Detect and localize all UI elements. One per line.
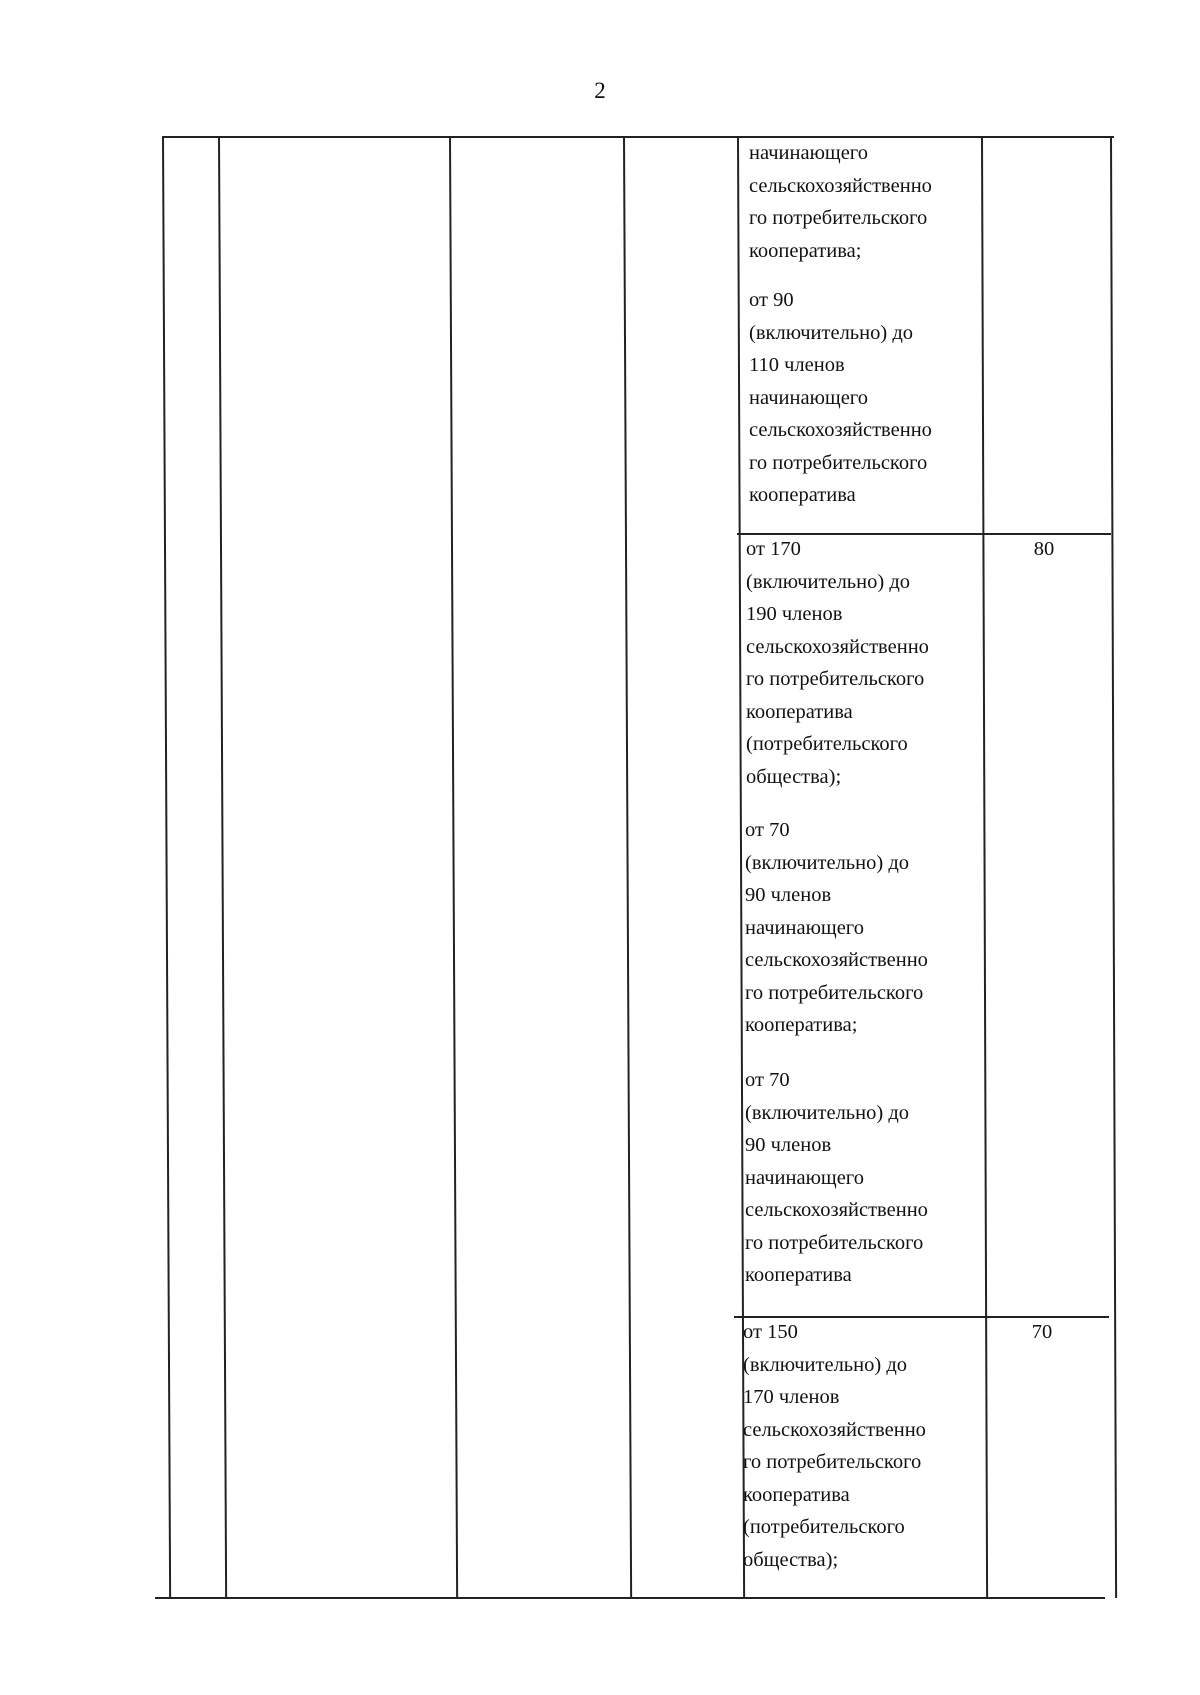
column-border-1 bbox=[162, 136, 171, 1598]
row-1-criterion-2: от 90 (включительно) до 110 членов начинающего сельскохозяйственно го потребительского кооператива bbox=[749, 289, 932, 506]
column-border-2 bbox=[218, 136, 227, 1598]
page-number: 2 bbox=[594, 78, 606, 103]
table-top-border bbox=[162, 136, 1114, 138]
column-border-4 bbox=[623, 136, 632, 1598]
row-3-value: 70 bbox=[1031, 1321, 1053, 1343]
row-2-value: 80 bbox=[1033, 538, 1055, 560]
column-border-3 bbox=[449, 136, 458, 1598]
row-2-criterion-3: от 70 (включительно) до 90 членов начинающего сельскохозяйственно го потребительского кооператива bbox=[745, 1069, 928, 1286]
row-2-criterion-1: от 170 (включительно) до 190 членов сельскохозяйственно го потребительского кооператива (потребительского общества); bbox=[746, 538, 929, 788]
column-border-6 bbox=[981, 136, 988, 1598]
column-border-7 bbox=[1110, 136, 1117, 1598]
row-3-criterion-1: от 150 (включительно) до 170 членов сельскохозяйственно го потребительского кооператива (потребительского общества); bbox=[743, 1321, 926, 1571]
row-2-criterion-2: от 70 (включительно) до 90 членов начинающего сельскохозяйственно го потребительского кооператива; bbox=[745, 819, 928, 1036]
row-1-criterion-1: начинающего сельскохозяйственно го потребительского кооператива; bbox=[749, 142, 932, 262]
